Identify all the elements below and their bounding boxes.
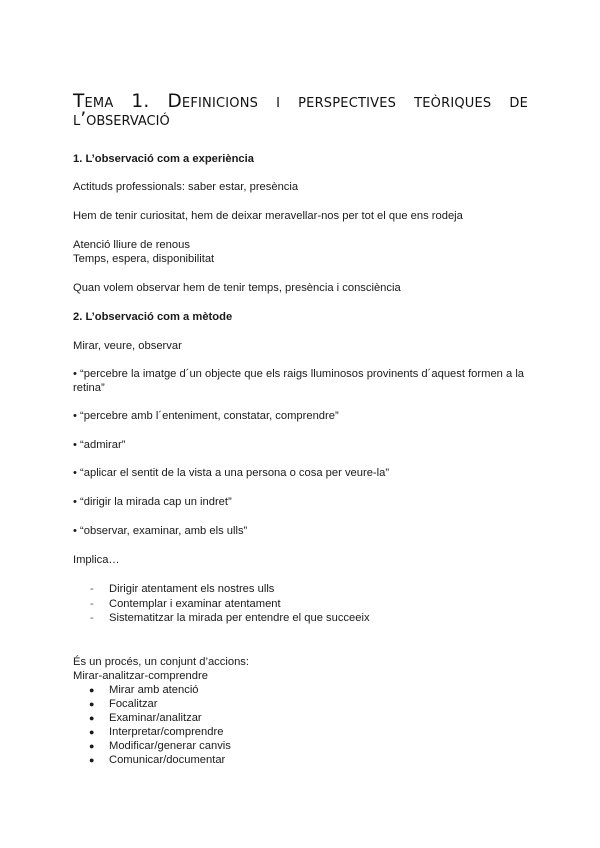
document-title: Tema 1. Definicions i perspectives teòriques de: [73, 91, 528, 112]
list-item: [89, 739, 231, 753]
bullet-icon: ●: [89, 727, 95, 737]
bullet-icon: ●: [89, 699, 95, 709]
list-item: [90, 611, 370, 625]
section1-paragraph-1: Actituds professionals: saber estar, presència: [73, 181, 299, 193]
process-text: És un procés, un conjunt d’accions:: [73, 656, 249, 668]
list-item-text: Interpretar/comprendre: [109, 726, 224, 738]
list-item: [89, 753, 225, 767]
implica-label: Implica…: [73, 554, 120, 566]
dash-marker: -: [90, 583, 94, 595]
document-title-line2: l’observació: [73, 109, 170, 130]
section2-intro: Mirar, veure, observar: [73, 340, 182, 352]
list-item-text: Modificar/generar canvis: [109, 740, 231, 752]
list-item-text: Dirigir atentament els nostres ulls: [109, 583, 275, 595]
list-item-text: Examinar/analitzar: [109, 712, 202, 724]
definition-item: • “percebre amb l´enteniment, constatar, comprendre”: [73, 410, 339, 422]
bullet-icon: ●: [89, 755, 95, 765]
list-item: [89, 711, 202, 725]
list-item: [89, 725, 223, 739]
list-item: [89, 683, 199, 697]
definition-item: • “observar, examinar, amb els ulls”: [73, 525, 248, 537]
list-item-text: Contemplar i examinar atentament: [109, 598, 281, 610]
section1-heading: 1. L’observació com a experiència: [73, 153, 254, 165]
list-item: [90, 582, 274, 596]
definition-item: • “aplicar el sentit de la vista a una persona o cosa per veure-la”: [73, 467, 390, 479]
list-item-text: Focalitzar: [109, 698, 158, 710]
bullet-icon: ●: [89, 685, 95, 695]
section1-paragraph-4: Quan volem observar hem de tenir temps, presència i consciència: [73, 282, 401, 294]
sequence-text: Mirar-analitzar-comprendre: [73, 670, 208, 682]
definition-item: • “percebre la imatge d´un objecte que els raigs lluminosos provinents d´aquest formen a la retina”: [73, 368, 525, 394]
list-item: [89, 697, 158, 711]
list-item-text: Mirar amb atenció: [109, 684, 199, 696]
list-item-text: Comunicar/documentar: [109, 754, 226, 766]
bullet-icon: ●: [89, 713, 95, 723]
dash-marker: -: [90, 598, 94, 610]
list-item: [90, 597, 281, 611]
list-item-text: Sistematitzar la mirada per entendre el que succeeix: [109, 612, 370, 624]
section1-paragraph-2: Hem de tenir curiositat, hem de deixar meravellar-nos per tot el que ens rodeja: [73, 210, 463, 222]
section2-heading: 2. L’observació com a mètode: [73, 311, 233, 323]
section1-paragraph-3b: Temps, espera, disponibilitat: [73, 253, 215, 265]
definition-item: • “admirar”: [73, 439, 126, 451]
definition-item: • “dirigir la mirada cap un indret”: [73, 496, 232, 508]
dash-marker: -: [90, 612, 94, 624]
bullet-icon: ●: [89, 741, 95, 751]
section1-paragraph-3a: Atenció lliure de renous: [73, 239, 190, 251]
